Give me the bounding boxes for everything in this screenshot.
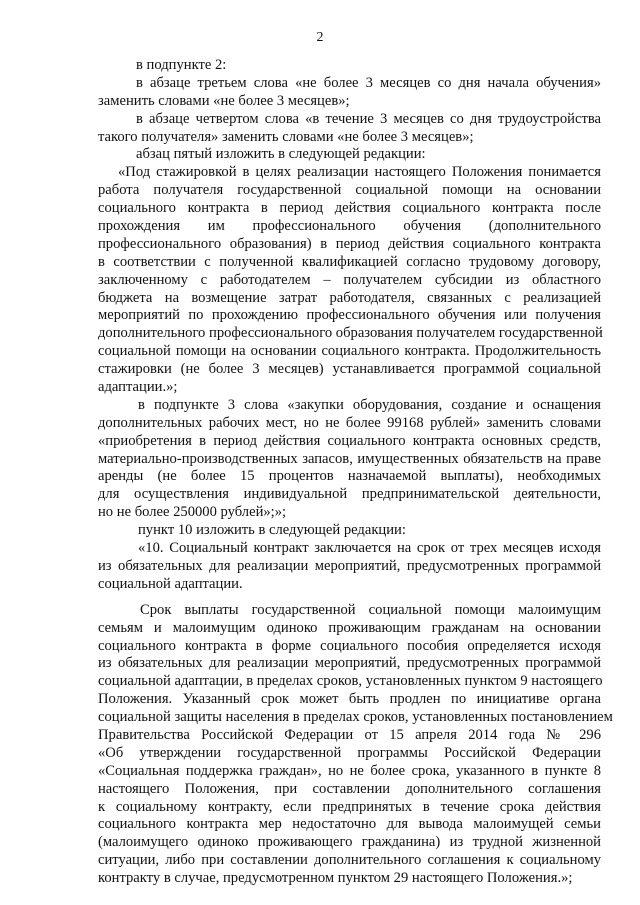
text-line: «приобретения в период действия социального контракта основных средств,: [98, 432, 601, 449]
text-line: «Социальная поддержка граждан», но не более срока, указанного в пункте 8: [98, 762, 601, 779]
text-line: социального контракта мер недостаточно для вывода малоимущей семьи: [98, 816, 601, 833]
text-line: Положения. Указанный срок может быть продлен по инициативе органа: [98, 691, 601, 708]
text-line: заменить словами «не более 3 месяцев»;: [98, 92, 350, 109]
text-line: прохождения им профессионального обучения (дополнительного: [98, 218, 601, 235]
text-line: профессионального образования) в период действия социального контракта: [98, 235, 601, 252]
text-line: пункт 10 изложить в следующей редакции:: [138, 522, 406, 539]
text-line: из обязательных для реализации мероприятий, предусмотренных программой: [98, 557, 601, 574]
text-line: (малоимущего одиноко проживающего гражданина) из трудной жизненной: [98, 834, 601, 851]
text-line: в абзаце четвертом слова «в течение 3 месяцев со дня трудоустройства: [136, 110, 601, 127]
text-line: настоящего Положения, при составлении дополнительного соглашения: [98, 780, 601, 797]
text-line: такого получателя» заменить словами «не более 3 месяцев»;: [98, 128, 474, 145]
text-line: но не более 250000 рублей»;»;: [98, 504, 287, 521]
text-line: ситуации, либо при составлении дополнительного соглашения к социальному: [98, 852, 601, 869]
document-body: [98, 57, 613, 888]
text-line: в соответствии с полученной квалификацией согласно трудовому договору,: [98, 253, 601, 270]
text-line: социальной помощи на основании социального контракта. Продолжительность: [98, 343, 601, 360]
text-line: к социальному контракту, если предпринятых в течение срока действия: [98, 798, 601, 815]
text-line: контракту в случае, предусмотренном пунктом 29 настоящего Положения.»;: [98, 870, 573, 887]
text-line: абзац пятый изложить в следующей редакции:: [136, 146, 426, 163]
text-line: социальной адаптации.: [98, 575, 243, 592]
text-line: мероприятий по прохождению профессионального обучения или получения: [98, 307, 601, 324]
text-line: социальной защиты населения в пределах сроков, установленных постановлением: [98, 709, 613, 726]
text-line: в абзаце третьем слова «не более 3 месяцев со дня начала обучения»: [136, 74, 601, 91]
text-line: «10. Социальный контракт заключается на срок от трех месяцев исходя: [138, 540, 601, 557]
text-line: в подпункте 3 слова «закупки оборудования, создание и оснащения: [138, 396, 601, 413]
text-line: «Под стажировкой в целях реализации настоящего Положения понимается: [118, 164, 601, 181]
text-line: семьям и малоимущим одиноко проживающим гражданам на основании: [98, 619, 601, 636]
text-line: социальной адаптации, в пределах сроков, установленных пунктом 9 настоящего: [98, 673, 603, 690]
text-line: бюджета на возмещение затрат работодателя, связанных с реализацией: [98, 289, 601, 306]
text-line: в подпункте 2:: [136, 57, 227, 73]
text-line: для осуществления индивидуальной предпринимательской деятельности,: [98, 486, 601, 503]
text-line: Правительства Российской Федерации от 15 апреля 2014 года № 296: [98, 726, 601, 743]
text-line: Срок выплаты государственной социальной помощи малоимущим: [140, 601, 601, 618]
text-line: адаптации.»;: [98, 379, 178, 396]
text-line: дополнительных рабочих мест, но не более 99168 рублей» заменить словами: [98, 414, 601, 431]
text-line: работа получателя государственной социальной помощи на основании: [98, 182, 601, 199]
text-line: аренды (не более 15 процентов назначаемой выплаты), необходимых: [98, 468, 601, 485]
text-line: стажировки (не более 3 месяцев) устанавливается программой социальной: [98, 361, 601, 378]
text-line: заключенному с работодателем – получателем субсидии из областного: [98, 271, 601, 288]
text-line: «Об утверждении государственной программы Российской Федерации: [98, 744, 601, 761]
text-line: социального контракта в период действия социального контракта после: [98, 200, 601, 217]
paragraph-gap: [98, 594, 601, 602]
text-line: из обязательных для реализации мероприятий, предусмотренных программой: [98, 655, 601, 672]
text-line: материально-производственных запасов, имущественных обязательств на праве: [98, 450, 601, 467]
page-number: 2: [316, 30, 324, 45]
text-line: социального контракта в форме социального пособия определяется исходя: [98, 637, 601, 654]
text-line: дополнительного профессионального образования получателем государственной: [98, 325, 603, 342]
